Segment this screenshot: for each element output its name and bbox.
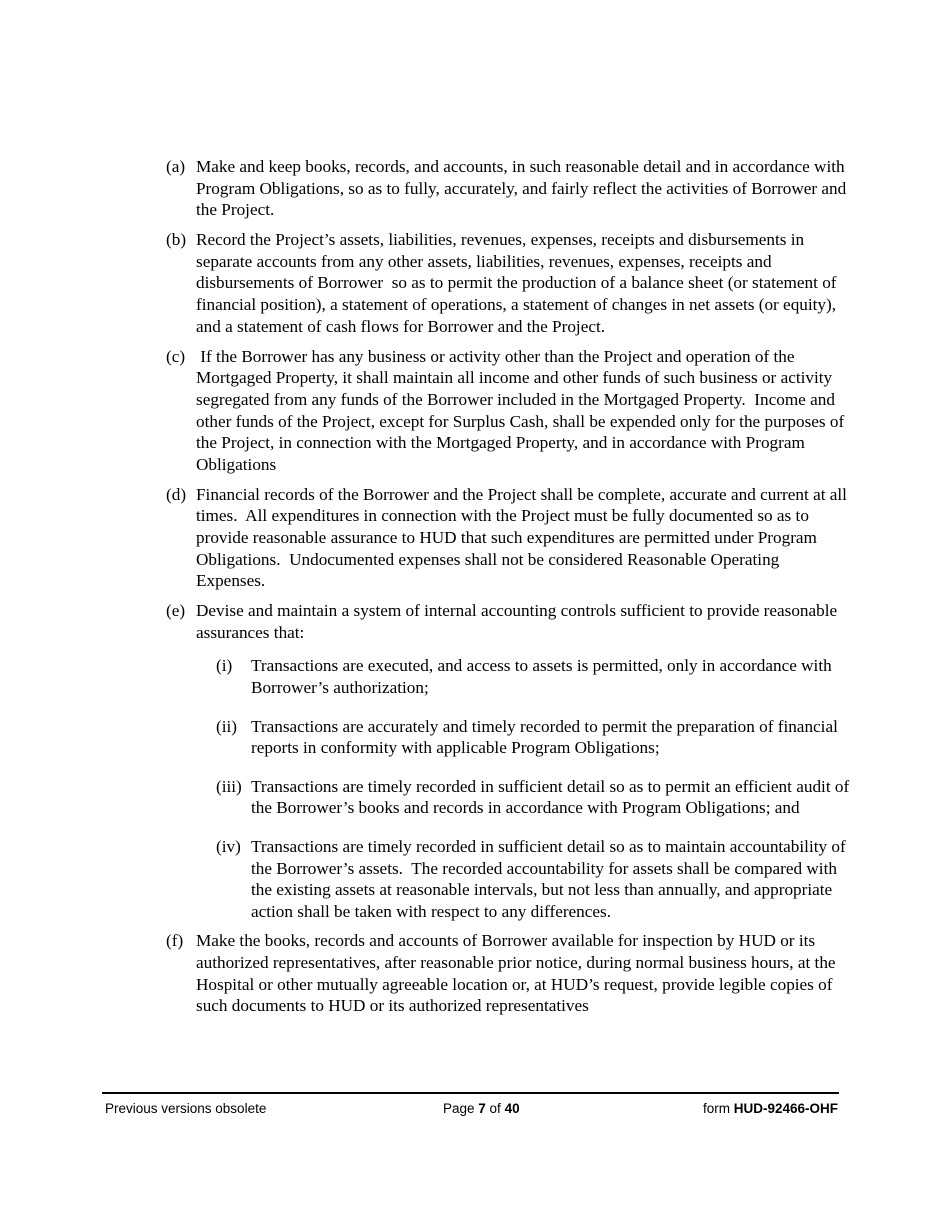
list-item-b xyxy=(166,229,850,337)
sub-list-marker: (ii) xyxy=(216,716,237,736)
sub-list-item-iii xyxy=(216,776,854,819)
form-id: HUD-92466-OHF xyxy=(733,1101,838,1116)
sub-list-marker: (iii) xyxy=(216,776,242,796)
list-item-text: Make the books, records and accounts of Borrower available for inspection by HUD or its authorized representatives, after reasonable prior notice, during normal business hours, at the Hospital or other mutually agreeable location or, at HUD’s request, provide legible copies of such documents to HUD or its authorized representatives xyxy=(196,931,840,1016)
sub-list-marker: (iv) xyxy=(216,837,241,857)
sub-list-item-ii xyxy=(216,716,850,759)
list-marker: (f) xyxy=(166,931,184,951)
document-body xyxy=(166,156,854,1025)
list-marker: (b) xyxy=(166,230,187,250)
list-item-e xyxy=(166,600,850,643)
sub-list-item-text: Transactions are accurately and timely recorded to permit the preparation of financial reports in conformity with applicable Program Obligations; xyxy=(251,716,843,758)
list-item-text: If the Borrower has any business or activity other than the Project and operation of the Mortgaged Property, it shall maintain all income and other funds of such business or activity segregated from any funds of the Borrower included in the Mortgaged Property. Income and other funds of the Project, except for Surplus Cash, shall be expended only for the purposes of the Project, in connection with the Mortgaged Property, and in accordance with Program Obligations xyxy=(196,346,849,474)
page-prefix: Page xyxy=(443,1101,479,1116)
list-item-text: Devise and maintain a system of internal accounting controls sufficient to provide reasonable assurances that: xyxy=(196,601,842,642)
form-number xyxy=(703,1101,838,1117)
list-item-text: Record the Project’s assets, liabilities, revenues, expenses, receipts and disbursements in separate accounts from any other assets, liabilities, revenues, expenses, receipts and disbursements of Borrower so as to permit the production of a balance sheet (or statement of financial position), a statement of operations, a statement of changes in net assets (or equity), and a statement of cash flows for Borrower and the Project. xyxy=(196,230,841,336)
list-item-d xyxy=(166,484,850,592)
form-prefix: form xyxy=(702,1101,734,1116)
list-marker: (c) xyxy=(166,346,186,366)
sub-list-item-text: Transactions are timely recorded in sufficient detail so as to permit an efficient audit of the Borrower’s books and records in accordance with Program Obligations; and xyxy=(251,776,854,818)
list-item-text: Make and keep books, records, and accounts, in such reasonable detail and in accordance with Program Obligations, so as to fully, accurately, and fairly reflect the activities of Borrower and the Project. xyxy=(196,157,851,220)
page-total: 40 xyxy=(504,1101,520,1116)
page-number xyxy=(443,1101,520,1117)
page-of: of xyxy=(485,1101,505,1116)
list-marker: (a) xyxy=(166,157,186,176)
list-item-a xyxy=(166,156,850,221)
footer-note: Previous versions obsolete xyxy=(105,1101,267,1116)
sub-list xyxy=(216,655,854,922)
list-marker: (d) xyxy=(166,484,187,504)
sub-list-item-iv xyxy=(216,836,850,922)
page-current: 7 xyxy=(478,1101,486,1116)
list-marker: (e) xyxy=(166,601,186,621)
list-item-text: Financial records of the Borrower and the Project shall be complete, accurate and current at all times. All expenditures in connection with the Project must be fully documented so as to provide reasonable assurance to HUD that such expenditures are permitted under Program Obligations. Undocumented expenses shall not be considered Reasonable Operating Expenses. xyxy=(196,484,852,591)
sub-list-item-text: Transactions are timely recorded in sufficient detail so as to maintain accountability of the Borrower’s assets. The recorded accountability for assets shall be compared with the existing assets at reasonable intervals, but not less than annually, and appropriate action shall be taken with respect to any differences. xyxy=(251,837,851,921)
list-item-c xyxy=(166,346,850,476)
footer-divider xyxy=(102,1092,839,1094)
list-item-f xyxy=(166,930,850,1016)
sub-list-item-text: Transactions are executed, and access to assets is permitted, only in accordance with Borrower’s authorization; xyxy=(251,656,836,698)
sub-list-item-i xyxy=(216,655,850,698)
sub-list-marker: (i) xyxy=(216,656,233,676)
